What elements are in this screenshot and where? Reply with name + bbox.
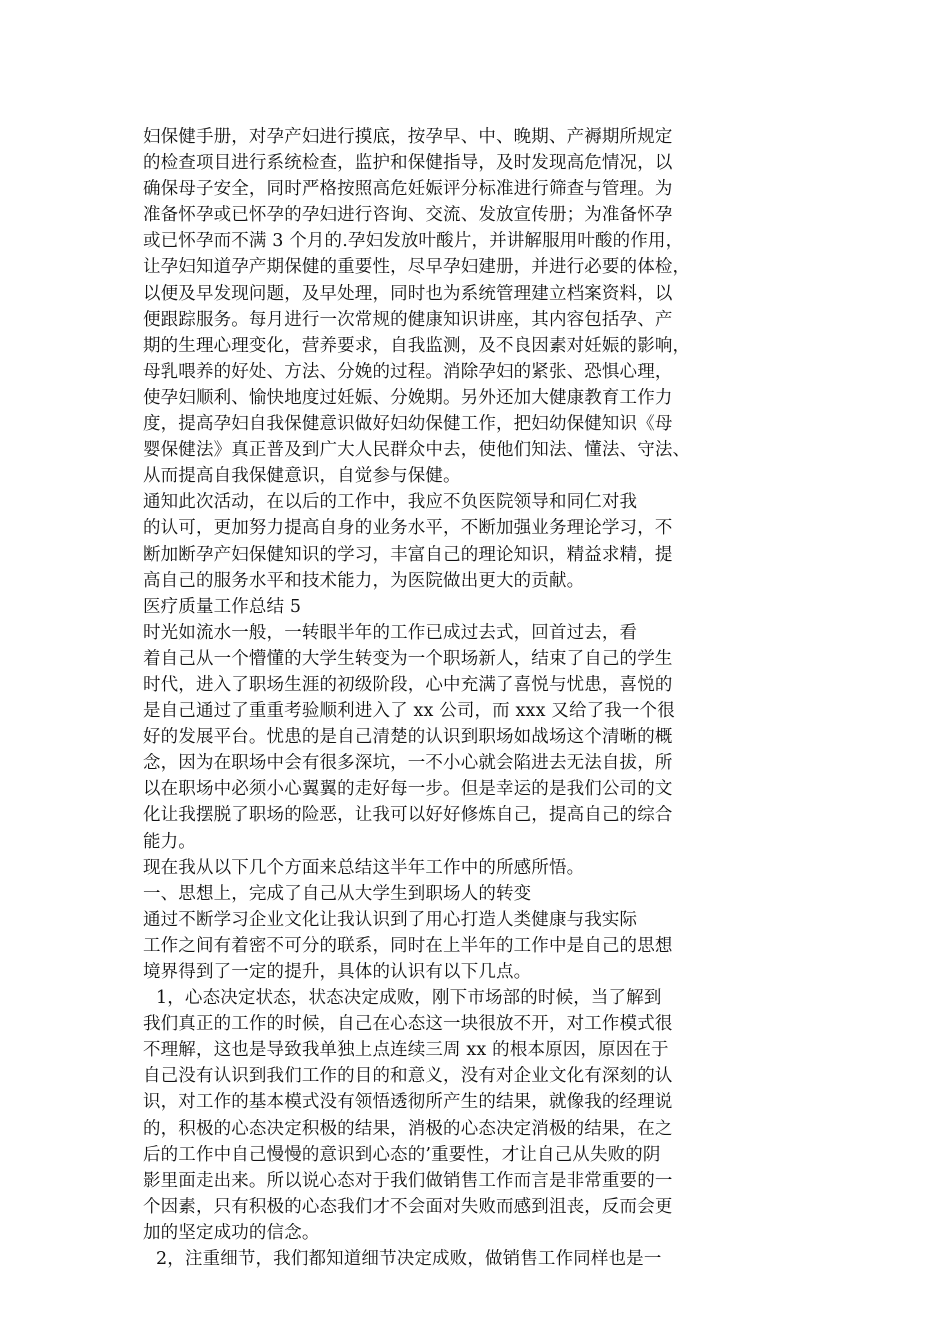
text-line: 影里面走出来。所以说心态对于我们做销售工作而言是非常重要的一	[143, 1170, 673, 1191]
text-line: 时光如流水一般，一转眼半年的工作已成过去式，回首过去，看	[143, 622, 638, 643]
text-line: 通过不断学习企业文化让我认识到了用心打造人类健康与我实际	[143, 909, 638, 930]
numbered-point-1: 1，心态决定状态，状态决定成败，刚下市场部的时候，当了解到	[156, 988, 662, 1009]
text-line: 我们真正的工作的时候，自己在心态这一块很放不开，对工作模式很	[143, 1014, 673, 1035]
text-line: 度，提高孕妇自我保健意识做好妇幼保健工作，把妇幼保健知识《母	[143, 414, 673, 435]
text-line: 着自己从一个懵懂的大学生转变为一个职场新人，结束了自己的学生	[143, 648, 673, 669]
text-line: 念，因为在职场中会有很多深坑，一不小心就会陷进去无法自拔，所	[143, 753, 673, 774]
text-line: 化让我摆脱了职场的险恶，让我可以好好修炼自己，提高自己的综合	[143, 805, 673, 826]
text-line: 境界得到了一定的提升，具体的认识有以下几点。	[143, 962, 532, 982]
text-line: 后的工作中自己慢慢的意识到心态的’重要性，才让自己从失败的阴	[143, 1144, 661, 1165]
text-line: 是自己通过了重重考验顺利进入了 xx 公司，而 xxx 又给了我一个很	[143, 701, 675, 722]
text-line: 以在职场中必须小心翼翼的走好每一步。但是幸运的是我们公司的文	[143, 779, 673, 800]
text-line: 从而提高自我保健意识，自觉参与保健。	[143, 466, 461, 487]
text-line: 断加断孕产妇保健知识的学习，丰富自己的理论知识，精益求精，提	[143, 544, 673, 565]
text-line: 确保母子安全，同时严格按照高危妊娠评分标准进行筛查与管理。为	[143, 179, 673, 200]
text-line: 妇保健手册，对孕产妇进行摸底，按孕早、中、晚期、产褥期所规定	[143, 127, 673, 147]
text-line: 期的生理心理变化，营养要求，自我监测，及不良因素对妊娠的影响，	[143, 335, 691, 356]
text-line: 通知此次活动，在以后的工作中，我应不负医院领导和同仁对我	[143, 492, 638, 513]
text-line: 高自己的服务水平和技术能力，为医院做出更大的贡献。	[143, 570, 585, 591]
text-line: 工作之间有着密不可分的联系，同时在上半年的工作中是自己的思想	[143, 935, 673, 956]
text-line: 加的坚定成功的信念。	[143, 1222, 320, 1243]
subsection-heading: 一、思想上，完成了自己从大学生到职场人的转变	[143, 883, 532, 904]
numbered-point-2: 2，注重细节，我们都知道细节决定成败，做销售工作同样也是一	[156, 1249, 662, 1270]
text-line: 母乳喂养的好处、方法、分娩的过程。消除孕妇的紧张、恐惧心理，	[143, 361, 673, 382]
text-line: 便跟踪服务。每月进行一次常规的健康知识讲座，其内容包括孕、产	[143, 309, 673, 330]
body-text	[143, 124, 743, 1272]
text-line: 的检查项目进行系统检查，监护和保健指导，及时发现高危情况，以	[143, 153, 673, 174]
text-line: 的，积极的心态决定积极的结果，消极的心态决定消极的结果，在之	[143, 1118, 673, 1139]
text-line: 或已怀孕而不满 3 个月的.孕妇发放叶酸片，并讲解服用叶酸的作用，	[143, 231, 684, 252]
section-heading: 医疗质量工作总结 5	[143, 596, 302, 617]
text-line: 现在我从以下几个方面来总结这半年工作中的所感所悟。	[143, 857, 585, 878]
text-line: 自己没有认识到我们工作的目的和意义，没有对企业文化有深刻的认	[143, 1066, 673, 1087]
text-line: 能力。	[143, 831, 196, 852]
text-line: 使孕妇顺利、愉快地度过妊娠、分娩期。另外还加大健康教育工作力	[143, 387, 673, 408]
text-line: 准备怀孕或已怀孕的孕妇进行咨询、交流、发放宣传册；为准备怀孕	[143, 205, 673, 226]
text-line: 婴保健法》真正普及到广大人民群众中去，使他们知法、懂法、守法、	[143, 440, 691, 461]
text-line: 个因素，只有积极的心态我们才不会面对失败而感到沮丧，反而会更	[143, 1196, 673, 1217]
text-line: 让孕妇知道孕产期保健的重要性，尽早孕妇建册，并进行必要的体检，	[143, 257, 691, 278]
text-line: 的认可，更加努力提高自身的业务水平，不断加强业务理论学习，不	[143, 518, 673, 539]
text-line: 好的发展平台。忧患的是自己清楚的认识到职场如战场这个清晰的概	[143, 727, 673, 748]
text-line: 以便及早发现问题，及早处理，同时也为系统管理建立档案资料，以	[143, 283, 673, 304]
text-line: 不理解，这也是导致我单独上点连续三周 xx 的根本原因，原因在于	[143, 1040, 669, 1061]
text-line: 时代，进入了职场生涯的初级阶段，心中充满了喜悦与忧患，喜悦的	[143, 674, 673, 695]
text-line: 识，对工作的基本模式没有领悟透彻所产生的结果，就像我的经理说	[143, 1092, 673, 1113]
